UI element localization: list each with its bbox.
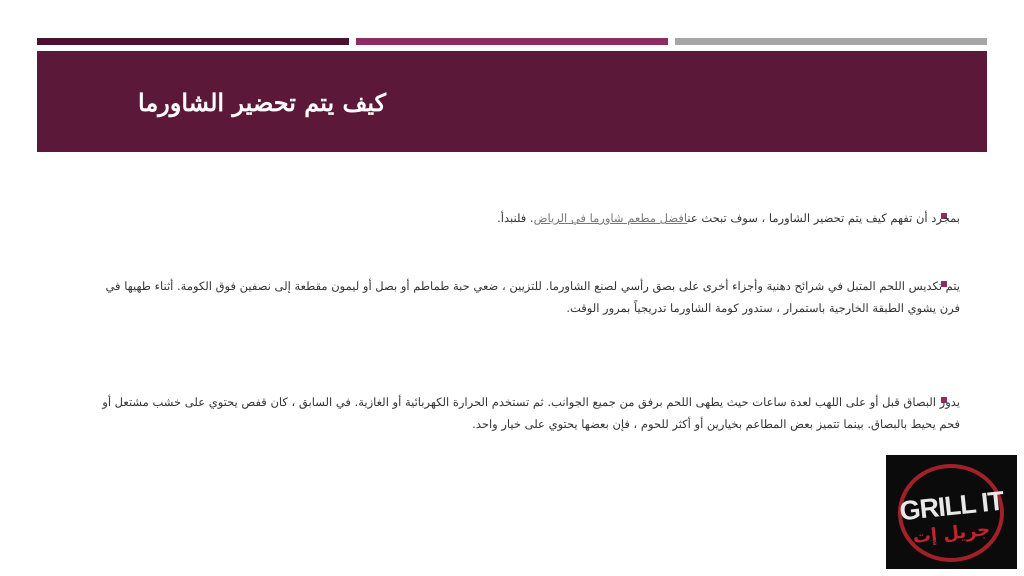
paragraph-1-text-before: بمجرد أن تفهم كيف يتم تحضير الشاورما ، سوف تبحث عن: [687, 211, 960, 225]
bullet-paragraph-1: [90, 207, 960, 229]
accent-bar-gray: [675, 38, 987, 45]
bullet-paragraph-3: يدور البصاق قبل أو على اللهب لعدة ساعات حيث يطهى اللحم برفق من جميع الجوانب. ثم تستخدم الحرارة الكهربائية أو الغازية. في السابق ، كان قفص يحتوي على خشب مشتعل أو فحم يحيط بالبصاق. بينما تتميز بعض المطاعم بخيارين أو أكثر للحوم ، فإن بعضها يحتوي على خيار واحد.: [102, 395, 960, 431]
logo-text-en: GRILL IT: [898, 485, 1005, 527]
paragraph-1-text-after: . فلنبدأ.: [497, 211, 534, 225]
bullet-paragraph-2: يتم تكديس اللحم المتبل في شرائح دهنية وأجزاء أخرى على بصق رأسي لصنع الشاورما. للتزيين ، ضعي حبة طماطم أو بصل أو ليمون مقطعة إلى نصفين فوق الكومة. أثناء طهيها في فرن يشوي الطبقة الخارجية باستمرار ، ستدور كومة الشاورما تدريجياً بمرور الوقت.: [105, 279, 960, 315]
logo-text-ar: جريل إت: [911, 519, 992, 548]
grill-it-logo: [886, 455, 1017, 569]
slide-title: كيف يتم تحضير الشاورما: [138, 88, 386, 117]
accent-bar-mid: [356, 38, 668, 45]
best-restaurant-link[interactable]: افضل مطعم شاورما في الرياض: [533, 211, 688, 225]
accent-bar-dark: [37, 38, 349, 45]
